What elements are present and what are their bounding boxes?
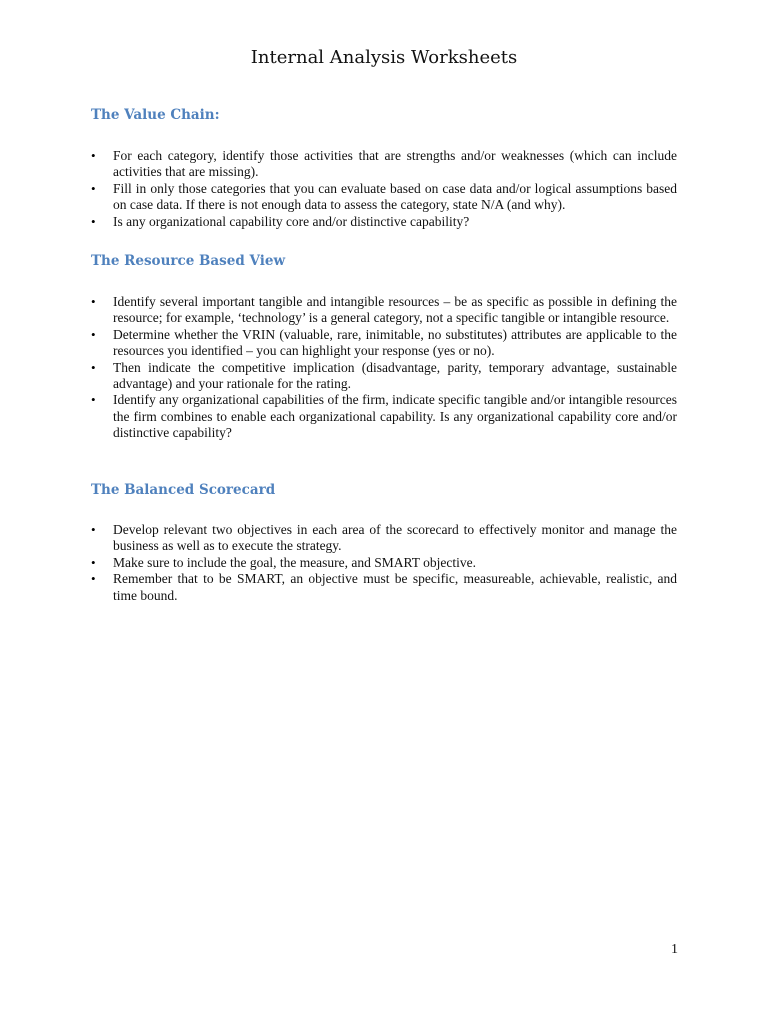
section-heading-value-chain: The Value Chain: xyxy=(91,107,220,123)
list-item-text: For each category, identify those activities that are strengths and/or weaknesses (which can include activities that are missing). xyxy=(113,148,677,180)
document-title: Internal Analysis Worksheets xyxy=(250,47,518,68)
list-item xyxy=(91,392,677,441)
list-item xyxy=(91,522,677,555)
list-item-text: Remember that to be SMART, an objective must be specific, measureable, achievable, realistic, and time bound. xyxy=(113,571,677,603)
section-heading-balanced-scorecard: The Balanced Scorecard xyxy=(91,482,276,498)
list-item-text: Fill in only those categories that you can evaluate based on case data and/or logical assumptions based on case data. If there is not enough data to assess the category, state N/A (and why). xyxy=(113,180,677,213)
bullet-list-balanced-scorecard xyxy=(91,522,677,604)
bullet-list-resource-based-view xyxy=(91,294,677,442)
bullet-icon: • xyxy=(91,326,96,342)
bullet-icon: • xyxy=(91,554,96,570)
list-item xyxy=(91,555,677,571)
bullet-icon: • xyxy=(91,392,96,408)
list-item-text: Identify any organizational capabilities of the firm, indicate specific tangible and/or intangible resources the firm combines to enable each organizational capability. Is any organizational capability core and/or distinctive capability? xyxy=(113,392,677,441)
list-item xyxy=(91,360,677,393)
list-item xyxy=(91,294,677,327)
list-item-text: Determine whether the VRIN (valuable, rare, inimitable, no substitutes) attributes are applicable to the resources you identified – you can highlight your response (yes or no). xyxy=(113,326,677,359)
list-item xyxy=(91,327,677,360)
section-heading-resource-based-view: The Resource Based View xyxy=(91,253,286,269)
list-item-text: Is any organizational capability core and/or distinctive capability? xyxy=(113,213,470,229)
list-item-text: Make sure to include the goal, the measure, and SMART objective. xyxy=(113,554,476,570)
bullet-icon: • xyxy=(91,571,96,587)
list-item xyxy=(91,181,677,214)
bullet-icon: • xyxy=(91,294,96,309)
bullet-icon: • xyxy=(91,148,96,163)
bullet-icon: • xyxy=(91,522,96,537)
page-number: 1 xyxy=(671,942,678,957)
list-item-text: Then indicate the competitive implication (disadvantage, parity, temporary advantage, sustainable advantage) and your rationale for the rating. xyxy=(113,359,677,392)
bullet-icon: • xyxy=(91,180,96,196)
bullet-icon: • xyxy=(91,359,96,375)
bullet-list-value-chain xyxy=(91,148,677,230)
list-item xyxy=(91,571,677,604)
list-item xyxy=(91,148,677,181)
bullet-icon: • xyxy=(91,213,96,229)
list-item xyxy=(91,214,677,230)
list-item-text: Identify several important tangible and intangible resources – be as specific as possible in defining the resource; for example, ‘technology’ is a general category, not a specific tangible or intangible resource. xyxy=(113,294,677,326)
list-item-text: Develop relevant two objectives in each area of the scorecard to effectively monitor and manage the business as well as to execute the strategy. xyxy=(113,522,677,554)
